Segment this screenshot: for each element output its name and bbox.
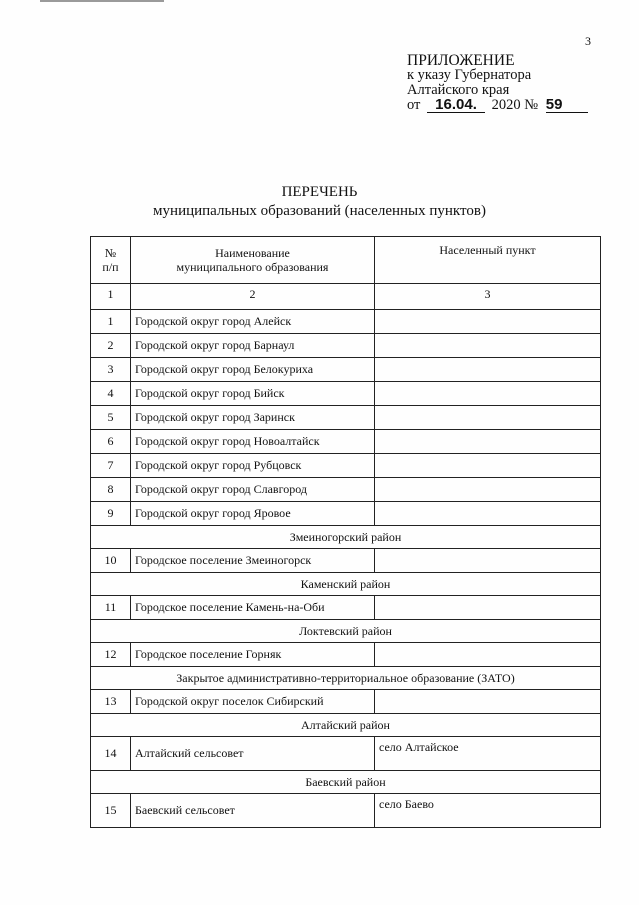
table-row <box>91 690 601 714</box>
municipality-name: Городское поселение Змеиногорск <box>131 549 375 573</box>
locality-name <box>375 643 601 667</box>
header-num-line1: № <box>104 246 117 260</box>
locality-name <box>375 478 601 502</box>
locality-name <box>375 358 601 382</box>
appendix-title: ПРИЛОЖЕНИЕ <box>407 52 515 69</box>
row-number: 9 <box>91 502 131 526</box>
locality-name <box>375 502 601 526</box>
column-number: 3 <box>375 284 601 310</box>
column-number: 1 <box>91 284 131 310</box>
row-number: 5 <box>91 406 131 430</box>
row-number: 12 <box>91 643 131 667</box>
locality-name <box>375 596 601 620</box>
municipality-name: Городской округ поселок Сибирский <box>131 690 375 714</box>
title-subheading: муниципальных образований (населенных пунктов) <box>153 203 486 219</box>
locality-name: село Алтайское <box>375 737 601 771</box>
date-prefix: от <box>407 97 421 113</box>
table-row <box>91 310 601 334</box>
decree-year-number-label: 2020 № <box>491 97 539 113</box>
municipality-name: Городской округ город Яровое <box>131 502 375 526</box>
document-title <box>0 183 639 221</box>
district-name: Закрытое административно-территориальное образование (ЗАТО) <box>91 667 601 690</box>
table-row <box>91 502 601 526</box>
row-number: 4 <box>91 382 131 406</box>
municipality-name: Городское поселение Горняк <box>131 643 375 667</box>
locality-name <box>375 334 601 358</box>
district-name: Баевский район <box>91 771 601 794</box>
locality-name <box>375 454 601 478</box>
table-row <box>91 334 601 358</box>
municipality-name: Городской округ город Белокуриха <box>131 358 375 382</box>
table-row <box>91 737 601 771</box>
decree-number: 59 <box>546 98 588 113</box>
appendix-date-line <box>407 98 588 113</box>
scan-artifact-line <box>40 0 164 2</box>
district-name: Каменский район <box>91 573 601 596</box>
header-name <box>131 237 375 284</box>
table-row <box>91 794 601 828</box>
municipality-name: Городской округ город Славгород <box>131 478 375 502</box>
row-number: 11 <box>91 596 131 620</box>
row-number: 3 <box>91 358 131 382</box>
header-num <box>91 237 131 284</box>
appendix-block <box>407 53 588 113</box>
table-header-row <box>91 237 601 284</box>
row-number: 14 <box>91 737 131 771</box>
section-row <box>91 526 601 549</box>
section-row <box>91 573 601 596</box>
locality-name: село Баево <box>375 794 601 828</box>
header-name-line1: Наименование <box>215 246 290 260</box>
row-number: 2 <box>91 334 131 358</box>
section-row <box>91 620 601 643</box>
municipality-name: Городской округ город Рубцовск <box>131 454 375 478</box>
municipality-name: Городской округ город Бийск <box>131 382 375 406</box>
row-number: 1 <box>91 310 131 334</box>
row-number: 10 <box>91 549 131 573</box>
locality-name <box>375 430 601 454</box>
district-name: Змеиногорский район <box>91 526 601 549</box>
section-row <box>91 667 601 690</box>
table-body <box>91 310 601 828</box>
header-num-line2: п/п <box>102 260 119 274</box>
appendix-line-region: Алтайского края <box>407 82 510 98</box>
row-number: 8 <box>91 478 131 502</box>
table-row <box>91 454 601 478</box>
municipality-name: Алтайский сельсовет <box>131 737 375 771</box>
table-row <box>91 406 601 430</box>
row-number: 7 <box>91 454 131 478</box>
municipality-name: Баевский сельсовет <box>131 794 375 828</box>
municipality-name: Городской округ город Барнаул <box>131 334 375 358</box>
district-name: Локтевский район <box>91 620 601 643</box>
appendix-line-decree: к указу Губернатора <box>407 67 532 83</box>
table-row <box>91 549 601 573</box>
table-row <box>91 382 601 406</box>
section-row <box>91 771 601 794</box>
decree-date: 16.04. <box>427 98 485 113</box>
row-number: 6 <box>91 430 131 454</box>
header-name-line2: муниципального образования <box>176 260 329 274</box>
municipality-name: Городской округ город Новоалтайск <box>131 430 375 454</box>
locality-name <box>375 382 601 406</box>
locality-name <box>375 406 601 430</box>
title-heading: ПЕРЕЧЕНЬ <box>281 184 358 200</box>
row-number: 13 <box>91 690 131 714</box>
municipalities-table <box>90 236 601 828</box>
municipality-name: Городской округ город Алейск <box>131 310 375 334</box>
locality-name <box>375 549 601 573</box>
header-locality: Населенный пункт <box>375 237 601 284</box>
table-row <box>91 430 601 454</box>
section-row <box>91 714 601 737</box>
table-row <box>91 596 601 620</box>
row-number: 15 <box>91 794 131 828</box>
locality-name <box>375 690 601 714</box>
page-number: 3 <box>585 34 591 48</box>
district-name: Алтайский район <box>91 714 601 737</box>
column-number-row <box>91 284 601 310</box>
municipality-name: Городское поселение Камень-на-Оби <box>131 596 375 620</box>
municipality-name: Городской округ город Заринск <box>131 406 375 430</box>
locality-name <box>375 310 601 334</box>
table-row <box>91 478 601 502</box>
column-number: 2 <box>131 284 375 310</box>
table-row <box>91 643 601 667</box>
table-row <box>91 358 601 382</box>
